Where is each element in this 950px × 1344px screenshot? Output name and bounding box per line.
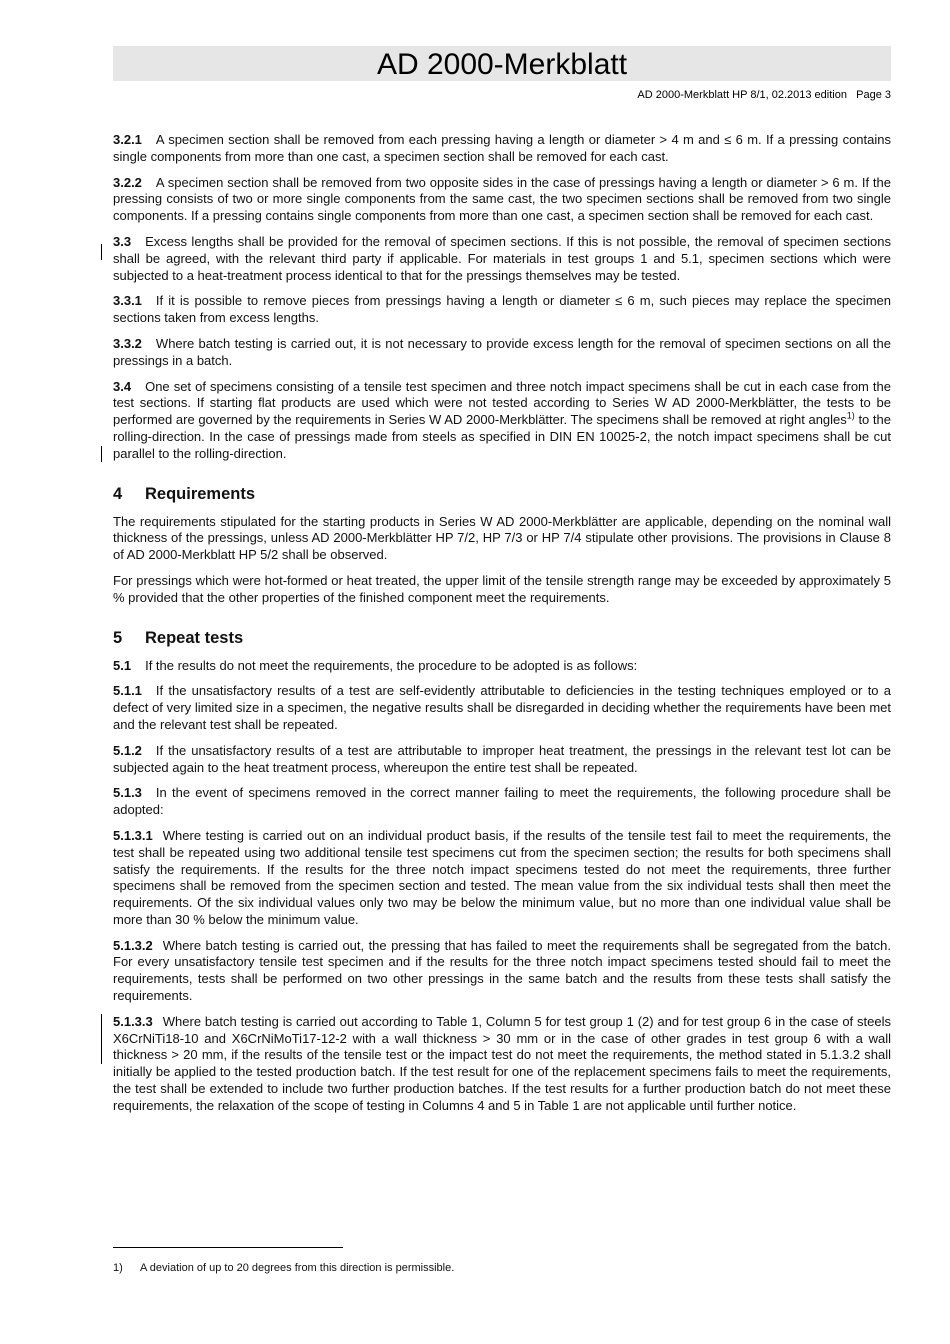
clause-text: Excess lengths shall be provided for the removal of specimen sections. If this is not possible, the removal of specimen sections shall be agreed, with the relevant third party if applicable. For materials in test groups 1 and 5.1, specimen sections which were subjected to a heat-treatment process identical to that for the pressings themselves may be tested.: [113, 233, 891, 283]
clause-text: Where testing is carried out on an individual product basis, if the results of the tensile test fail to meet the requirements, the test shall be repeated using two additional tensile test specimens cut from the specimen section; the results for both specimens shall satisfy the requirements. If the results for the three notch impact specimens tested do not meet the requirements, three further specimens shall be removed from the specimen section and tested. The mean value from the six individual tests shall then meet the requirements. Of the six individual values only two may be below the minimum value, but no more than one individual value shall be more than 30 % below the minimum value.: [113, 827, 891, 927]
section-title: Requirements: [145, 484, 256, 503]
clause-3-2-1: [113, 132, 891, 166]
clause-text: A specimen section shall be removed from two opposite sides in the case of pressings having a length or diameter > 6 m. If the pressing consists of two or more single components from the same cast, the two specimen sections shall be removed from two single components. If a pressing contains single components from more than one cast, a specimen section shall be removed for each cast.: [113, 174, 891, 224]
section-heading-requirements: [113, 484, 891, 504]
clause-3-4: [113, 379, 891, 463]
clause-text: If it is possible to remove pieces from pressings having a length or diameter ≤ 6 m, such pieces may replace the specimen sections taken from excess lengths.: [113, 293, 891, 326]
clause-text: If the unsatisfactory results of a test are attributable to improper heat treatment, the pressings in the relevant test lot can be subjected again to the heat treatment process, whereupon the entire test shall be repeated.: [113, 742, 891, 775]
clause-text: If the results do not meet the requirements, the procedure to be adopted is as follows:: [145, 657, 638, 673]
section-heading-repeat-tests: [113, 628, 891, 648]
clause-number: 5.1.3: [113, 785, 142, 801]
change-bar: [101, 244, 102, 260]
clause-3-2-2: [113, 175, 891, 225]
footnote-reference: 1): [846, 410, 855, 421]
clause-text: Where batch testing is carried out according to Table 1, Column 5 for test group 1 (2) and for test group 6 in the case of steels X6CrNiTi18-10 and X6CrNiMoTi17-12-2 with a wall thickness > 30 mm or in the case of other grades in test group 6 with a wall thickness > 20 mm, if the results of the tensile test or the impact test do not meet the requirements, the method stated in 5.1.3.2 shall initially be applied to the tested production batch. If the test result for one of the replacement specimens fails to meet the requirements, the test shall be extended to include two further production batches. If the test results for a further production batch do not meet these requirements, the relaxation of the scope of testing in Columns 4 and 5 in Table 1 are not applicable until further notice.: [113, 1013, 891, 1113]
clause-text: A specimen section shall be removed from each pressing having a length or diameter > 4 m and ≤ 6 m. If a pressing contains single components from more than one cast, a specimen section shall be removed for each cast.: [113, 132, 891, 164]
footnote-separator: [113, 1247, 343, 1248]
clause-number: 5.1.3.3: [113, 1013, 153, 1029]
clause-number: 3.2.1: [113, 132, 142, 147]
clause-text-continued: to the rolling-direction. In the case of pressings made from steels as specified in DIN EN 10025-2, the notch impact specimens shall be cut parallel to the rolling-direction.: [113, 412, 891, 461]
clause-text: If the unsatisfactory results of a test are self-evidently attributable to deficiencies in the testing techniques employed or to a defect of very limited size in a specimen, the negative results shall be disregarded in deciding whether the requirements have been met and the relevant test shall be repeated.: [113, 683, 891, 732]
clause-3-3-1: [113, 293, 891, 327]
footnote: [113, 1261, 454, 1275]
clause-number: 3.4: [113, 378, 132, 394]
clause-3-3-2: [113, 336, 891, 370]
clause-text: In the event of specimens removed in the correct manner failing to meet the requirements, the following procedure shall be adopted:: [113, 785, 891, 818]
clause-number: 3.3: [113, 233, 132, 249]
clause-text: Where batch testing is carried out, it is not necessary to provide excess length for the removal of specimen sections on all the pressings in a batch.: [113, 335, 891, 368]
clause-5-1-3-1: [113, 828, 891, 929]
clause-number: 3.2.2: [113, 174, 142, 190]
clause-5-1-1: [113, 683, 891, 733]
change-bar: [101, 446, 102, 462]
document-banner-title: AD 2000-Merkblatt: [113, 46, 891, 81]
clause-5-1: [113, 658, 891, 675]
clause-5-1-3-3: [113, 1014, 891, 1115]
clause-text: One set of specimens consisting of a tensile test specimen and three notch impact specimens shall be cut in each case from the test sections. If starting flat products are used which were not tested according to Series W AD 2000-Merkblätter, the tests to be performed are governed by the requirements in Series W AD 2000-Merkblätter. The specimens shall be removed at right angles: [113, 378, 891, 428]
clause-number: 5.1: [113, 657, 132, 673]
requirements-paragraph-1: The requirements stipulated for the starting products in Series W AD 2000-Merkblätter are applicable, depending on the nominal wall thickness of the pressings, unless AD 2000-Merkblätter HP 7/2, HP 7/3 or HP 7/4 stipulate other provisions. The provisions in Clause 8 of AD 2000-Merkblatt HP 5/2 shall be observed.: [113, 513, 891, 563]
clause-5-1-3-2: [113, 938, 891, 1005]
clause-5-1-3: [113, 785, 891, 819]
clause-3-3: [113, 234, 891, 284]
clause-5-1-2: [113, 743, 891, 777]
change-bar: [101, 1014, 102, 1064]
document-body: [113, 132, 891, 1124]
clause-number: 5.1.3.2: [113, 937, 153, 953]
clause-number: 3.3.1: [113, 293, 142, 309]
section-title: Repeat tests: [145, 628, 244, 647]
footnote-text: A deviation of up to 20 degrees from this direction is permissible.: [140, 1262, 455, 1274]
section-number: 4: [113, 484, 123, 503]
clause-text: Where batch testing is carried out, the pressing that has failed to meet the requirements shall be segregated from the batch. For every unsatisfactory tensile test specimen and if the results for the three notch impact specimens tested should fail to meet the requirements, tests shall be performed on two other pressings in the same batch and the results from these tests shall satisfy the requirements.: [113, 937, 891, 1004]
clause-number: 5.1.2: [113, 742, 142, 758]
clause-number: 5.1.3.1: [113, 827, 153, 843]
footnote-marker: 1): [113, 1262, 123, 1274]
requirements-paragraph-2: For pressings which were hot-formed or heat treated, the upper limit of the tensile strength range may be exceeded by approximately 5 % provided that the other properties of the finished component meet the requirements.: [113, 572, 891, 605]
clause-number: 5.1.1: [113, 683, 142, 699]
document-reference-line: AD 2000-Merkblatt HP 8/1, 02.2013 edition Page 3: [637, 89, 891, 101]
section-number: 5: [113, 628, 123, 647]
clause-number: 3.3.2: [113, 335, 142, 351]
